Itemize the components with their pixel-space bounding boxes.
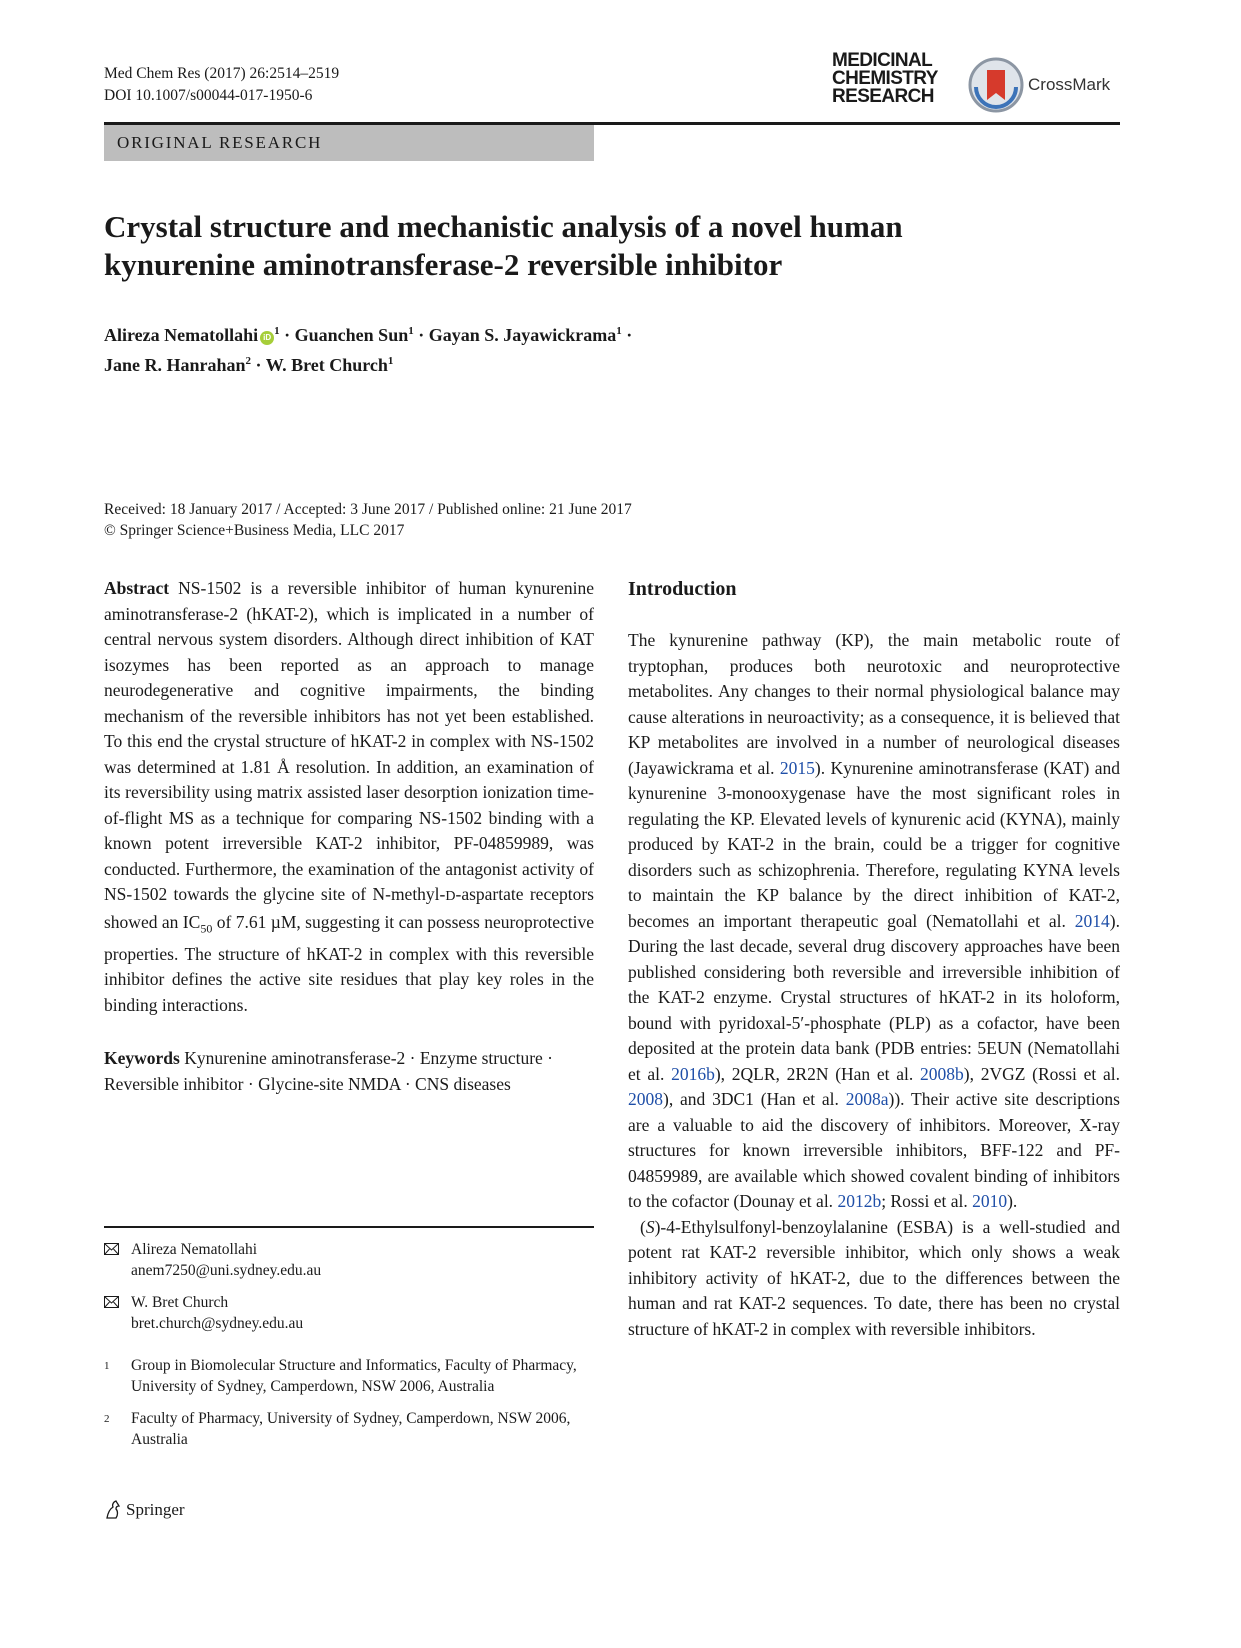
citation-link[interactable]: 2008a	[845, 1089, 889, 1109]
history-dates: Received: 18 January 2017 / Accepted: 3 June 2017 / Published online: 21 June 2017	[104, 501, 632, 518]
intro-text: The kynurenine pathway (KP), the main metabolic route of tryptophan, produces both neurotoxic and neuroprotective metabolites. Any changes to their normal physiological balance may cause alterations in neuroactivity; as a consequence, it is believed that KP metabolites are involved in a number of neurological diseases (Jayawickrama et al.	[628, 630, 1120, 778]
citation-link[interactable]: 2012b	[837, 1191, 882, 1211]
journal-citation-block	[104, 63, 339, 107]
introduction-paragraph	[628, 1215, 1120, 1343]
intro-text: ), 2VGZ (Rossi et al.	[963, 1063, 1120, 1084]
author-name[interactable]: Jane R. Hanrahan	[104, 355, 246, 375]
affiliation-number: 2	[104, 1413, 110, 1425]
footnotes	[104, 1240, 594, 1462]
intro-text: ), 2QLR, 2R2N (Han et al.	[714, 1063, 921, 1084]
stereo-descriptor: S	[645, 1216, 655, 1237]
keywords-text: Kynurenine aminotransferase-2 · Enzyme structure · Reversible inhibitor · Glycine-site NMDA · CNS diseases	[104, 1048, 554, 1094]
correspondence-name: W. Bret Church	[131, 1294, 229, 1311]
envelope-icon	[104, 1296, 119, 1308]
author-affiliation-mark: 2	[245, 355, 252, 367]
article-title: Crystal structure and mechanistic analysis of a novel human kynurenine aminotransferase-2 reversible inhibitor	[104, 209, 903, 282]
orcid-icon[interactable]: iD	[260, 331, 274, 345]
keywords	[104, 1046, 594, 1097]
correspondence-name: Alireza Nematollahi	[131, 1241, 258, 1258]
crossmark-icon	[968, 57, 1024, 113]
intro-text: )-4-Ethylsulfonyl-benzoylalanine (ESBA) is a well-studied and potent rat KAT-2 reversible inhibitor, which only shows a weak inhibitory activity of hKAT-2, due to the differences between the human and rat KAT-2 sequences. To date, there has been no crystal structure of hKAT-2 in complex with reversible inhibitors.	[628, 1216, 1120, 1339]
keywords-label: Keywords	[104, 1048, 180, 1068]
citation-link[interactable]: 2008b	[920, 1063, 964, 1084]
section-label: ORIGINAL RESEARCH	[104, 125, 594, 161]
abstract-text: NS-1502 is a reversible inhibitor of human kynurenine aminotransferase-2 (hKAT-2), which is implicated in a number of central nervous system disorders. Although direct inhibition of KAT isozymes has been reported as an approach to manage neurodegenerative and cognitive impairments, the binding mechanism of the reversible inhibitors has not yet been established. To this end the crystal structure of hKAT-2 in complex with NS-1502 was determined at 1.81 Å resolution. In addition, an examination of its reversibility using matrix assisted laser desorption ionization time-of-flight MS as a technique for comparing NS-1502 binding with a known potent irreversible KAT-2 inhibitor, PF-04859989, was conducted. Furthermore, the examination of the antagonist activity of NS-1502 towards the glycine site of N-methyl-	[104, 578, 595, 904]
author-affiliation-mark: 1	[274, 325, 280, 337]
intro-text: ).	[1007, 1191, 1018, 1211]
affiliation-text: Group in Biomolecular Structure and Informatics, Faculty of Pharmacy, University of Sydney, Camperdown, NSW 2006, Australia	[131, 1357, 577, 1395]
affiliation-number: 1	[104, 1360, 110, 1372]
affiliation-entry	[104, 1356, 594, 1397]
publisher-footer	[104, 1500, 185, 1520]
correspondence-email[interactable]: anem7250@uni.sydney.edu.au	[131, 1261, 322, 1279]
author-list: Alireza Nematollahi $iD^1$ · Guanchen Sun$^1$ · Gayan S. Jayawickrama$^1$ · Jane R. Hanrahan$^2$ · W. Bret Church$^1$	[104, 325, 633, 375]
crossmark-label: CrossMark	[1028, 75, 1111, 94]
correspondence-entry	[104, 1240, 594, 1281]
citation-link[interactable]: 2008	[628, 1089, 663, 1109]
affiliation-text: Faculty of Pharmacy, University of Sydney, Camperdown, NSW 2006, Australia	[131, 1410, 571, 1448]
left-column	[104, 576, 594, 1097]
doi[interactable]: DOI 10.1007/s00044-017-1950-6	[104, 87, 313, 104]
introduction-heading: Introduction	[628, 578, 737, 600]
journal-logo-line: MEDICINAL	[832, 50, 933, 71]
author-affiliation-mark: 1	[616, 325, 622, 337]
introduction-paragraph	[628, 628, 1120, 1215]
crossmark-badge[interactable]	[968, 57, 1120, 115]
intro-text: ), and 3DC1 (Han et al.	[663, 1089, 846, 1109]
journal-citation: Med Chem Res (2017) 26:2514–2519	[104, 65, 340, 82]
intro-text: )). Their active site descriptions are a valuable to aid the discovery of inhibitors. Moreover, X-ray structures for known irreversible inhibitors, BFF-122 and PF-04859989, are available which showed covalent binding of inhibitors to the cofactor (Dounay et al.	[628, 1089, 1120, 1211]
small-caps-d: D	[445, 889, 456, 904]
correspondence-entry	[104, 1293, 594, 1334]
journal-logo-line: CHEMISTRY	[832, 68, 938, 89]
author-affiliation-mark: 1	[387, 355, 394, 367]
springer-horse-icon	[104, 1500, 122, 1520]
right-column	[628, 576, 1120, 1342]
intro-text: ; Rossi et al.	[881, 1191, 973, 1211]
citation-link[interactable]: 2016b	[671, 1063, 715, 1084]
publication-dates	[104, 499, 904, 541]
intro-text: ). Kynurenine aminotransferase (KAT) and kynurenine 3-monooxygenase have the most significant roles in regulating the KP. Elevated levels of kynurenic acid (KYNA), mainly produced by KAT-2 in the brain, could be a trigger for cognitive disorders such as schizophrenia. Therefore, regulating KYNA levels to maintain the KP balance by the direct inhibition of KAT-2, becomes an important therapeutic goal (Nematollahi et al.	[628, 757, 1120, 931]
correspondence-email[interactable]: bret.church@sydney.edu.au	[131, 1314, 304, 1332]
abstract-text: -aspartate receptors showed an IC	[104, 884, 594, 932]
abstract-label: Abstract	[104, 578, 170, 598]
author-affiliation-mark: 1	[408, 325, 414, 337]
journal-logo-line: RESEARCH	[832, 86, 934, 107]
abstract-text: of 7.61 µM, suggesting it can possess neuroprotective properties. The structure of hKAT-2 in complex with this reversible inhibitor defines the active site residues that play key roles in the binding interactions.	[104, 911, 594, 1015]
envelope-icon	[104, 1243, 119, 1255]
copyright: © Springer Science+Business Media, LLC 2017	[104, 522, 405, 539]
ic50-subscript: 50	[200, 921, 213, 935]
publisher-name: Springer	[126, 1500, 185, 1519]
author-name[interactable]: Gayan S. Jayawickrama	[428, 325, 617, 345]
citation-link[interactable]: 2015	[779, 757, 815, 778]
footnote-rule	[104, 1226, 594, 1228]
citation-link[interactable]: 2014	[1074, 910, 1110, 931]
intro-text: ). During the last decade, several drug discovery approaches have been published considering both reversible and irreversible inhibition of the KAT-2 enzyme. Crystal structures of hKAT-2 in its holoform, bound with pyridoxal-5′-phosphate (PLP) as a cofactor, have been deposited at the protein data bank (PDB entries: 5EUN (Nematollahi et al.	[628, 910, 1120, 1084]
author-name[interactable]: Guanchen Sun	[294, 325, 409, 345]
abstract	[104, 576, 594, 1018]
intro-text: (	[640, 1216, 646, 1237]
citation-link[interactable]: 2010	[972, 1191, 1008, 1211]
author-name[interactable]: W. Bret Church	[265, 355, 388, 375]
author-name[interactable]: Alireza Nematollahi	[104, 325, 259, 345]
affiliation-entry	[104, 1409, 594, 1450]
